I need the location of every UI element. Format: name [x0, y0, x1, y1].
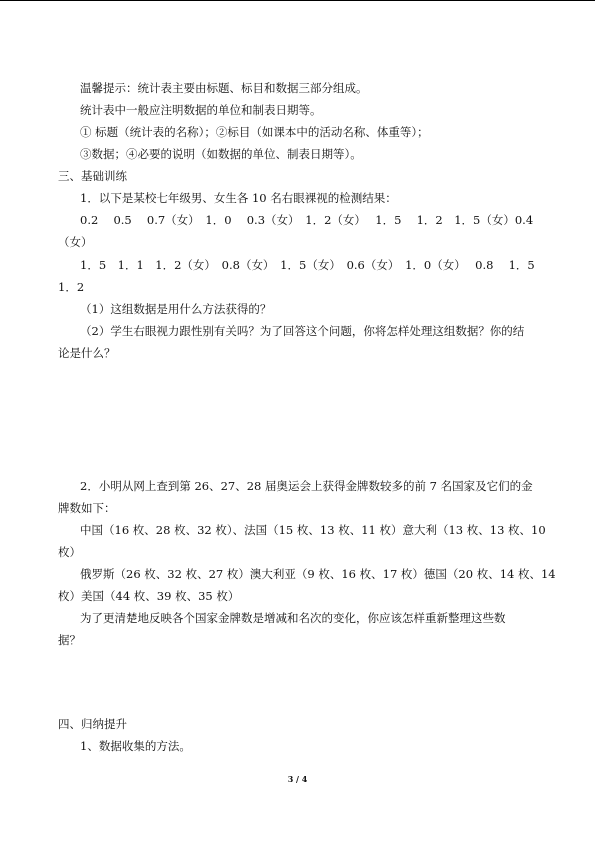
q1-sub-question-2: （2）学生右眼视力跟性别有关吗？为了回答这个问题，你将怎样处理这组数据？你的结	[80, 324, 525, 338]
q2-medals-row-1: 中国（16 枚、28 枚、32 枚）、法国（15 枚、13 枚、11 枚）意大利（13 枚、13 枚、10	[80, 523, 546, 537]
q1-intro: 1．以下是某校七年级男、女生各 10 名右眼裸视的检测结果：	[80, 191, 397, 205]
q2-intro: 2．小明从网上查到第 26、27、28 届奥运会上获得金牌数较多的前 7 名国家及它们的金	[80, 479, 533, 493]
tip-line-3: ① 标题（统计表的名称）；②标目（如课本中的活动名称、体重等）；	[80, 125, 429, 139]
q2-medals-row-2: 俄罗斯（26 枚、32 枚、27 枚）澳大利亚（9 枚、16 枚、17 枚）德国（20 枚、14 枚、14	[80, 567, 556, 581]
section-3-heading: 三、基础训练	[58, 169, 127, 183]
q1-data-line-2: 1．5 1．1 1．2（女） 0.8（女） 1．5（女） 0.6（女） 1．0（女） 0.8 1．5	[80, 258, 535, 272]
header-rule	[0, 0, 595, 1]
q1-sub-question-1: （1）这组数据是用什么方法获得的？	[80, 302, 272, 316]
q2-medals-row-1-cont: 枚）	[58, 545, 81, 559]
page-number: 3 / 4	[287, 774, 308, 784]
q2-intro-cont: 牌数如下：	[58, 501, 116, 515]
q1-sub-question-2-cont: 论是什么？	[58, 346, 116, 360]
q1-data-line-1-cont: （女）	[58, 235, 93, 249]
tip-line-4: ③数据；④必要的说明（如数据的单位、制表日期等）。	[80, 147, 362, 161]
q1-data-line-1: 0.2 0.5 0.7（女） 1．0 0.3（女） 1．2（女） 1．5 1．2 1．5（女）0.4	[80, 213, 534, 227]
tip-line-2: 统计表中一般应注明数据的单位和制表日期等。	[80, 103, 322, 117]
tip-line-1: 温馨提示：统计表主要由标题、标目和数据三部分组成。	[80, 81, 368, 95]
section-4-heading: 四、归纳提升	[58, 717, 127, 731]
q2-question: 为了更清楚地反映各个国家金牌数是增减和名次的变化，你应该怎样重新整理这些数	[80, 611, 506, 625]
q2-question-cont: 据？	[58, 633, 81, 647]
q1-data-line-2-cont: 1．2	[58, 280, 85, 294]
section-4-item-1: 1、数据收集的方法。	[80, 739, 191, 753]
q2-medals-row-2-cont: 枚）美国（44 枚、39 枚、35 枚）	[58, 589, 240, 603]
